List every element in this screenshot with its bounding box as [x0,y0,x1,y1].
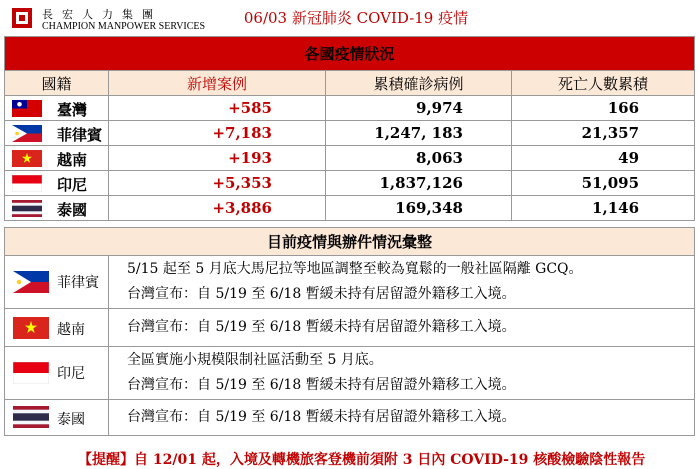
company-logo [8,4,208,34]
summary-line: 全區實施小規模限制社區活動至 5 月底。 [127,352,383,368]
summary-line: 台灣宣布：自 5/19 至 6/18 暫緩未持有居留證外籍移工入境。 [127,286,516,302]
deaths-value: 49 [512,146,695,171]
column-header-total-cases: 累積確診病例 [326,71,512,96]
summary-country-name: 越南 [57,322,85,338]
stats-section-title: 各國疫情狀況 [5,37,695,71]
indonesia-flag-icon [12,175,42,192]
country-name: 泰國 [57,201,88,219]
summary-text-cell [109,347,695,400]
total-cases-value: 169,348 [326,196,512,221]
summary-country-cell [5,400,109,436]
summary-country-name: 泰國 [57,412,85,428]
new-cases-value: +7,183 [109,121,326,146]
country-cell [5,171,109,196]
new-cases-value: +585 [109,96,326,121]
country-name: 菲律賓 [57,126,103,144]
philippines-flag-icon [13,271,49,293]
table-row [5,121,695,146]
country-name: 臺灣 [57,101,88,119]
country-cell [5,96,109,121]
summary-country-name: 印尼 [57,366,85,382]
table-row [5,171,695,196]
taiwan-flag-icon [12,100,42,117]
column-header-deaths: 死亡人數累積 [512,71,695,96]
table-row [5,196,695,221]
new-cases-value: +5,353 [109,171,326,196]
summary-row [5,347,695,400]
logo-english-name: CHAMPION MANPOWER SERVICES [42,21,206,32]
logo-emblem-icon [10,6,34,30]
summary-line: 台灣宣布：自 5/19 至 6/18 暫緩未持有居留證外籍移工入境。 [127,409,516,425]
column-header-new-cases: 新增案例 [109,71,326,96]
country-name: 越南 [57,151,88,169]
summary-text-cell [109,256,695,309]
summary-row [5,256,695,309]
vietnam-flag-icon [13,317,49,339]
summary-row [5,309,695,347]
country-stats-table [4,36,695,221]
summary-section-title: 目前疫情與辦件情況彙整 [5,228,695,256]
summary-country-cell [5,347,109,400]
country-cell [5,121,109,146]
deaths-value: 21,357 [512,121,695,146]
summary-text-cell [109,400,695,436]
indonesia-flag-icon [13,362,49,384]
summary-row [5,400,695,436]
country-name: 印尼 [57,176,88,194]
thailand-flag-icon [13,406,49,428]
logo-chinese-name: 長宏人力集團 [42,8,162,21]
summary-country-cell [5,309,109,347]
thailand-flag-icon [12,200,42,217]
table-row [5,146,695,171]
deaths-value: 51,095 [512,171,695,196]
summary-country-cell [5,256,109,309]
summary-country-name: 菲律賓 [57,275,99,291]
summary-line: 台灣宣布：自 5/19 至 6/18 暫緩未持有居留證外籍移工入境。 [127,319,516,335]
country-cell [5,146,109,171]
column-header-nationality: 國籍 [5,71,109,96]
new-cases-value: +193 [109,146,326,171]
vietnam-flag-icon [12,150,42,167]
philippines-flag-icon [12,125,42,142]
total-cases-value: 9,974 [326,96,512,121]
footer-notice: 【提醒】自 12/01 起，入境及轉機旅客登機前須附 3 日內 COVID-19 核酸檢驗陰性報告 [78,452,646,468]
total-cases-value: 8,063 [326,146,512,171]
summary-text-cell [109,309,695,347]
total-cases-value: 1,247, 183 [326,121,512,146]
new-cases-value: +3,886 [109,196,326,221]
summary-line: 5/15 起至 5 月底大馬尼拉等地區調整至較為寬鬆的一般社區隔離 GCQ。 [127,261,583,277]
page-title: 06/03 新冠肺炎 COVID-19 疫情 [243,9,469,27]
summary-line: 台灣宣布：自 5/19 至 6/18 暫緩未持有居留證外籍移工入境。 [127,377,516,393]
situation-summary-table [4,227,695,436]
total-cases-value: 1,837,126 [326,171,512,196]
deaths-value: 166 [512,96,695,121]
country-cell [5,196,109,221]
table-row [5,96,695,121]
deaths-value: 1,146 [512,196,695,221]
